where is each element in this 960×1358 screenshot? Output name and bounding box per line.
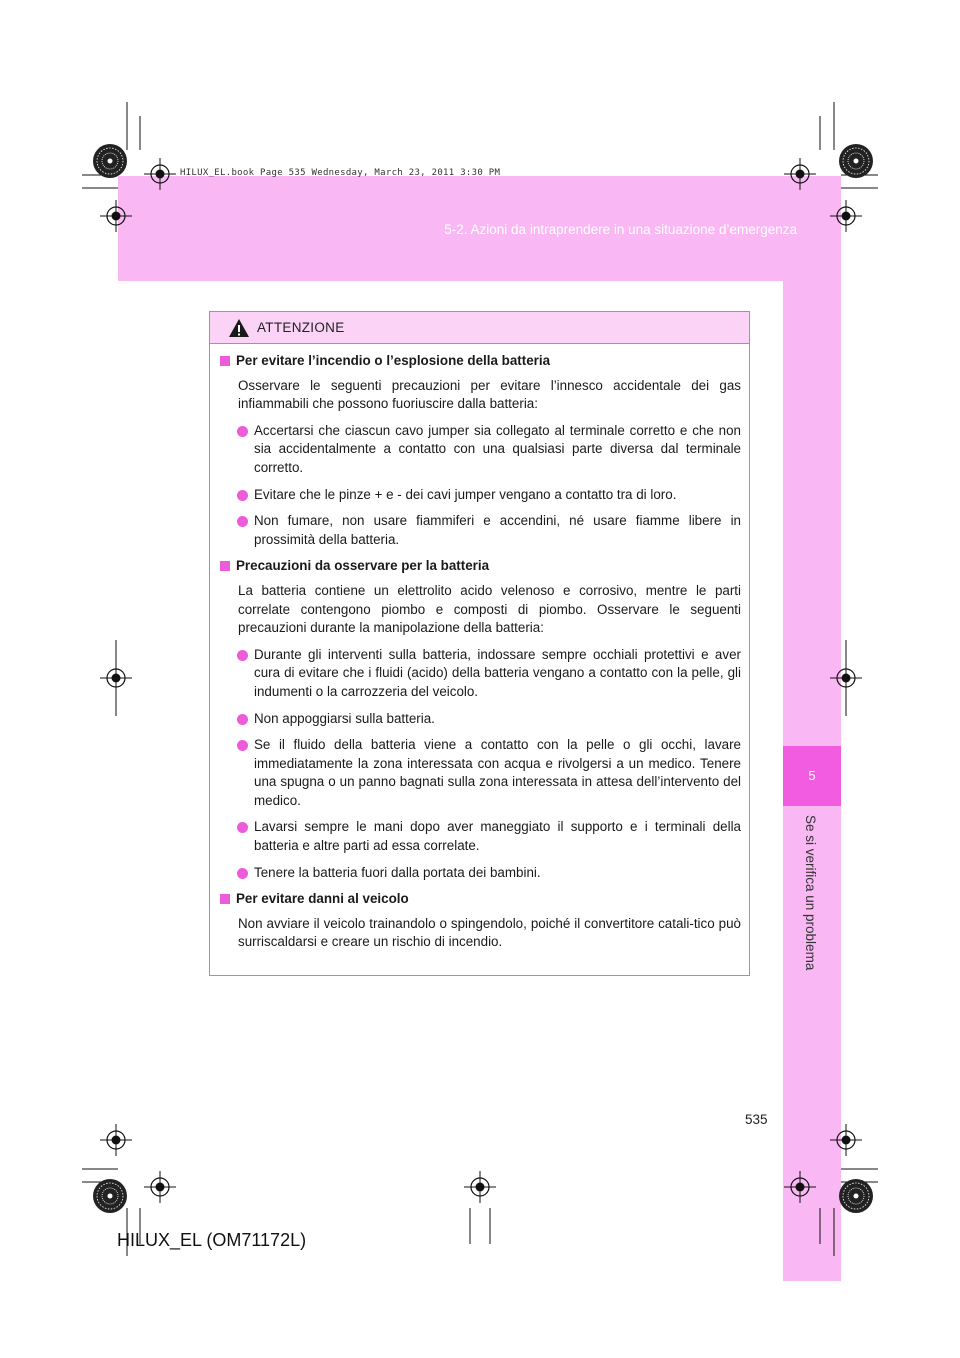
chapter-label: Se si verifica un problema (803, 815, 818, 971)
caution-title: ATTENZIONE (257, 320, 345, 335)
square-bullet-icon (220, 561, 230, 571)
caution-box (209, 311, 750, 976)
section-heading: Per evitare l’incendio o l’esplosione della batteria (219, 352, 741, 371)
circle-bullet-icon (237, 426, 248, 437)
caution-section (219, 557, 741, 882)
list-item: Lavarsi sempre le mani dopo aver maneggiato il supporto e i terminali della batteria e altre parti ad essa correlate. (219, 818, 741, 855)
square-bullet-icon (220, 894, 230, 904)
page-number: 535 (745, 1112, 768, 1127)
caution-header (210, 312, 749, 344)
section-title: 5-2. Azioni da intraprendere in una situazione d’emergenza (444, 222, 797, 237)
circle-bullet-icon (237, 868, 248, 879)
section-intro: Non avviare il veicolo trainandolo o spingendolo, poiché il convertitore catali-tico può surriscaldarsi e creare un rischio di incendio. (238, 915, 741, 950)
section-intro: La batteria contiene un elettrolito acido velenoso e corrosivo, mentre le parti correlate contengono piombo e composti di piombo. Osservare le seguenti precauzioni durante la manipolazione della batteria: (238, 582, 741, 636)
list-item: Non fumare, non usare fiammiferi e accendini, né usare fiamme libere in prossimità della batteria. (219, 512, 741, 549)
circle-bullet-icon (237, 650, 248, 661)
list-item: Tenere la batteria fuori dalla portata dei bambini. (219, 864, 741, 883)
chapter-number: 5 (808, 768, 816, 783)
list-item: Durante gli interventi sulla batteria, indossare sempre occhiali protettivi e aver cura di evitare che i fluidi (acido) della batteria vengano a contatto con la pelle, gli indumenti o la carrozzeria del veicolo. (219, 646, 741, 702)
list-item: Se il fluido della batteria viene a contatto con la pelle o gli occhi, lavare immediatamente la zona interessata con acqua e rivolgersi a un medico. Tenere una spugna o un panno bagnati sulla zona interessata in attesa dell’intervento del medico. (219, 736, 741, 810)
circle-bullet-icon (237, 714, 248, 725)
list-item: Non appoggiarsi sulla batteria. (219, 710, 741, 729)
caution-body (210, 344, 749, 952)
circle-bullet-icon (237, 740, 248, 751)
print-stamp: HILUX_EL.book Page 535 Wednesday, March 23, 2011 3:30 PM (180, 168, 501, 178)
circle-bullet-icon (237, 822, 248, 833)
caution-section (219, 352, 741, 549)
list-item: Accertarsi che ciascun cavo jumper sia collegato al terminale corretto e che non sia accidentalmente a contatto con una qualsiasi parte diversa dal terminale corretto. (219, 422, 741, 478)
section-heading: Precauzioni da osservare per la batteria (219, 557, 741, 576)
warning-icon (228, 318, 250, 338)
list-item: Evitare che le pinze + e - dei cavi jumper vengano a contatto tra di loro. (219, 486, 741, 505)
circle-bullet-icon (237, 490, 248, 501)
square-bullet-icon (220, 356, 230, 366)
footer-model-code: HILUX_EL (OM71172L) (117, 1230, 307, 1250)
caution-section (219, 890, 741, 952)
section-intro: Osservare le seguenti precauzioni per evitare l’innesco accidentale dei gas infiammabili che possono fuoriuscire dalla batteria: (238, 377, 741, 412)
circle-bullet-icon (237, 516, 248, 527)
section-heading: Per evitare danni al veicolo (219, 890, 741, 909)
